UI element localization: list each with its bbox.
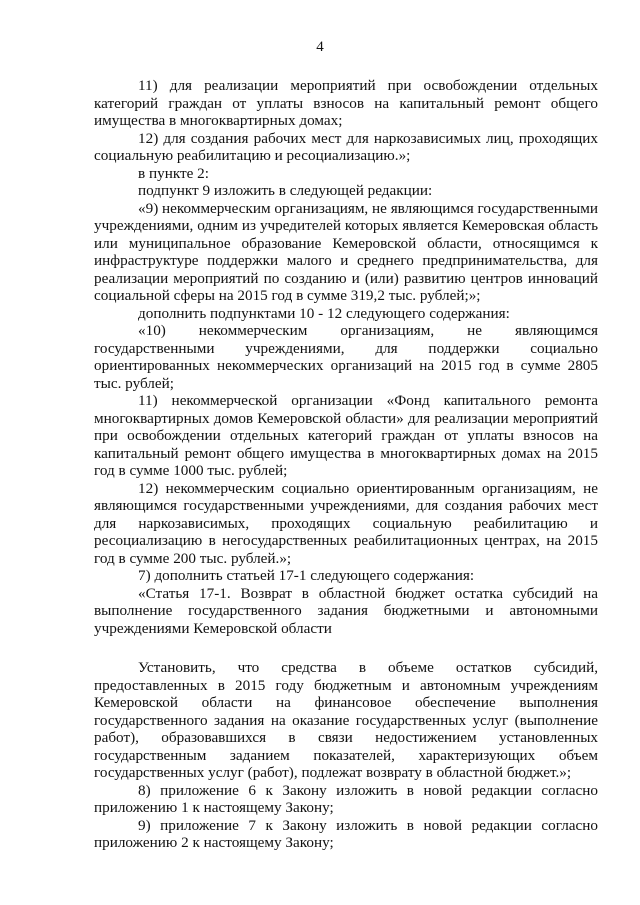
paragraph-item-12: 12) для создания рабочих мест для наркозависимых лиц, проходящих социальную реабилитацию и ресоциализацию.»; [94,129,598,164]
page-number: 4 [316,39,324,55]
paragraph-article-17-1-title: «Статья 17-1. Возврат в областной бюджет остатка субсидий на выполнение государственного задания бюджетными и автономными учреждениями Кемеровской области [94,584,598,637]
paragraph-article-17-1-body: Установить, что средства в объеме остатков субсидий, предоставленных в 2015 году бюджетным и автономным учреждениям Кемеровской области на финансовое обеспечение выполнения государственного задания на оказание государственных услуг (выполнение работ), образовавшихся в связи недостижением установленных государственным заданием показателей, характеризующих объем государственных услуг (работ), подлежат возврату в областной бюджет.»; [94,659,598,781]
paragraph-item-11: 11) для реализации мероприятий при освобождении отдельных категорий граждан от уплаты взносов на капитальный ремонт общего имущества в многоквартирных домах; [94,77,598,129]
paragraph-subpoint-10: «10) некоммерческим организациям, не являющимся государственными учреждениями, для поддержки социально ориентированных некоммерческих организаций на 2015 год в сумме 2805 тыс. рублей; [94,322,598,392]
paragraph-item-8: 8) приложение 6 к Закону изложить в новой редакции согласно приложению 1 к настоящему Закону; [94,781,598,816]
paragraph-subpoint-11: 11) некоммерческой организации «Фонд капитального ремонта многоквартирных домов Кемеровской области» для реализации мероприятий при освобождении отдельных категорий граждан от уплаты взносов на капитальный ремонт общего имущества в многоквартирных домах на 2015 год в сумме 1000 тыс. рублей; [94,392,598,479]
paragraph-subpoint-9-intro: подпункт 9 изложить в следующей редакции: [138,182,433,199]
paragraph-add-subpoints-intro: дополнить подпунктами 10 - 12 следующего содержания: [138,304,510,322]
paragraph-point-2: в пункте 2: [138,164,209,182]
paragraph-subpoint-9: «9) некоммерческим организациям, не являющимся государственными учреждениями, одним из учредителей которых является Кемеровская область или муниципальное образование Кемеровской области, относящимся к инфраструктуре поддержки малого и среднего предпринимательства, для реализации мероприятий по созданию и (или) развитию центров инноваций социальной сферы на 2015 год в сумме 319,2 тыс. рублей;»; [94,199,598,304]
paragraph-item-9: 9) приложение 7 к Закону изложить в новой редакции согласно приложению 2 к настоящему Закону; [94,816,598,851]
document-body [94,77,598,852]
paragraph-subpoint-12: 12) некоммерческим социально ориентированным организациям, не являющимся государственными учреждениями, для создания рабочих мест для наркозависимых, проходящих социальную реабилитацию и ресоциализацию в негосударственных реабилитационных центрах, на 2015 год в сумме 200 тыс. рублей.»; [94,479,598,567]
blank-line [94,637,598,659]
paragraph-item-7: 7) дополнить статьей 17-1 следующего содержания: [138,567,475,584]
